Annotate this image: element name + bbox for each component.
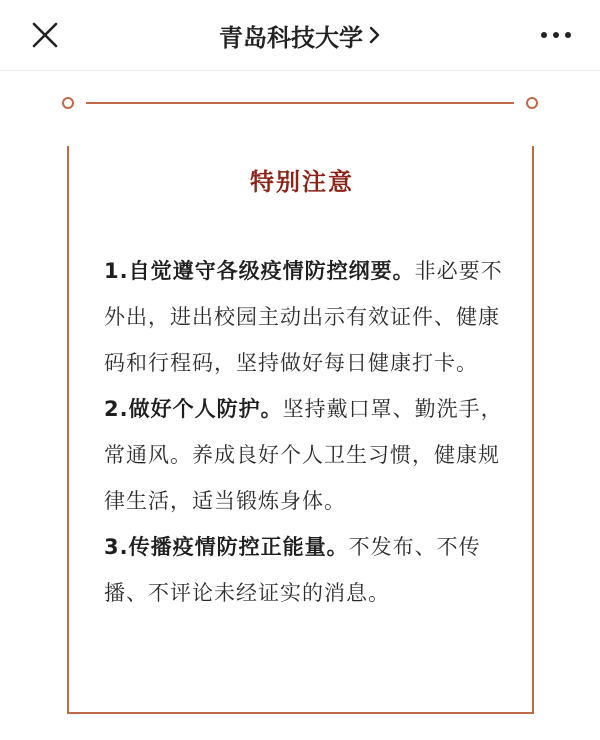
notice-item-1-body: 非必要不外出，进出校园主动出示有效证件、健康码和行程码，坚持做好每日健康打卡。 — [104, 259, 503, 375]
notice-item-2-lead: 2.做好个人防护。 — [104, 397, 283, 421]
chevron-right-icon — [369, 25, 381, 45]
notice-item-3-lead: 3.传播疫情防控正能量。 — [104, 535, 349, 559]
notice-item-2 — [104, 386, 504, 524]
top-nav-bar — [0, 0, 600, 71]
notice-item-2-body: 坚持戴口罩、勤洗手，常通风。养成良好个人卫生习惯，健康规律生活，适当锻炼身体。 — [104, 397, 503, 513]
notice-item-1 — [104, 248, 504, 386]
frame-right-dot — [527, 98, 537, 108]
notice-item-3 — [104, 524, 504, 616]
more-icon[interactable] — [538, 22, 574, 48]
page-title: 青岛科技大学 — [219, 23, 363, 52]
notice-content — [104, 248, 504, 616]
notice-item-3-body: 不发布、不传播、不评论未经证实的消息。 — [104, 535, 481, 605]
account-title-link[interactable] — [0, 0, 600, 70]
frame-left-dot — [63, 98, 73, 108]
card-title: 特别注意 — [250, 168, 354, 196]
notice-item-1-lead: 1.自觉遵守各级疫情防控纲要。 — [104, 259, 415, 283]
